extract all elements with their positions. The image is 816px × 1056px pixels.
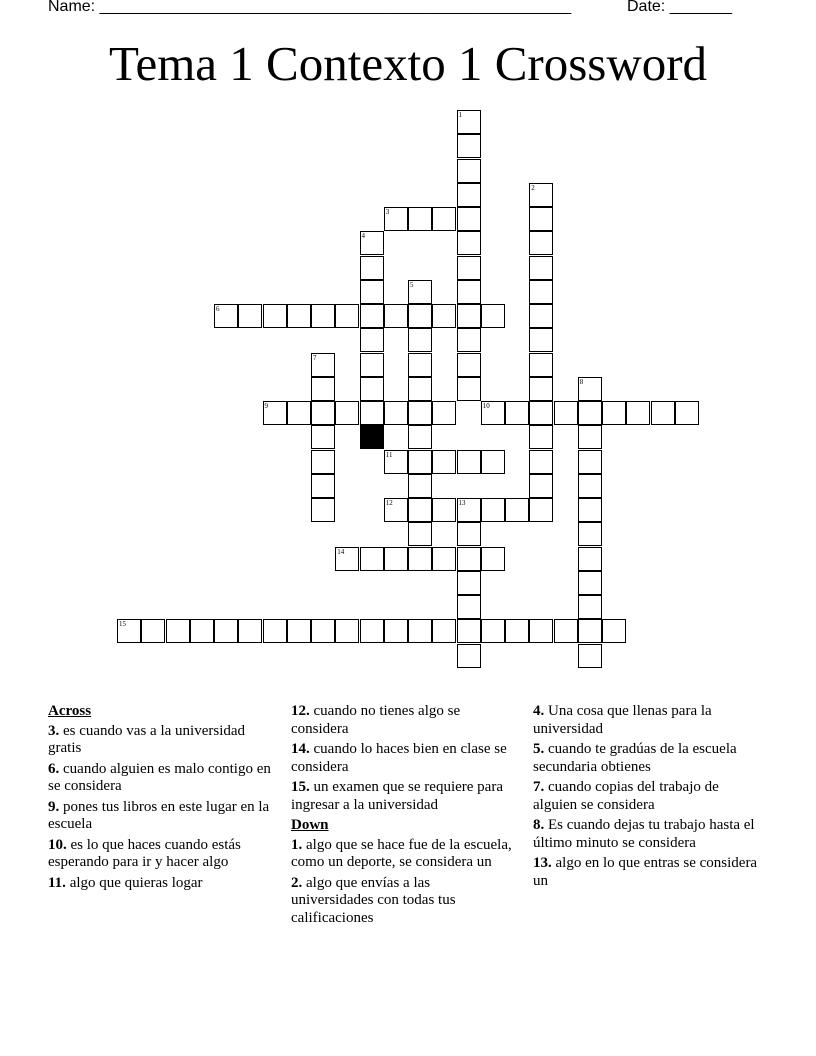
crossword-cell[interactable] [311,401,335,425]
clue-number: 2 [531,183,535,192]
crossword-cell[interactable] [408,328,432,352]
crossword-cell[interactable] [529,207,553,231]
crossword-cell[interactable] [457,256,481,280]
clue-across-9: 9. pones tus libros en este lugar en la escuela [48,798,270,832]
clue-number: 1 [458,111,462,119]
crossword-cell[interactable] [432,304,456,328]
crossword-cell[interactable] [457,377,481,401]
down-heading: Down [291,817,329,833]
clue-down-4: 4. Una cosa que llenas para la universidad [533,703,712,737]
crossword-cell[interactable] [287,304,311,328]
clue-number: 15 [119,620,126,629]
clue-down-1: 1. algo que se hace fue de la escuela, como un deporte, se considera un [291,836,512,870]
crossword-cell[interactable] [311,425,335,449]
crossword-cell[interactable] [408,353,432,377]
crossword-cell[interactable] [457,571,481,595]
crossword-cell[interactable] [263,304,287,328]
clue-number: 12 [385,499,393,507]
crossword-cell[interactable] [481,619,505,643]
clue-down-8: 8. Es cuando dejas tu trabajo hasta el último minuto se considera [533,817,755,851]
crossword-cell[interactable] [457,328,481,352]
crossword-cell[interactable] [384,619,408,643]
crossword-cell[interactable] [166,619,190,643]
crossword-cell[interactable] [529,450,553,474]
crossword-cell[interactable] [384,450,408,474]
crossword-cell[interactable] [287,619,311,643]
crossword-cell[interactable] [481,401,505,425]
crossword-cell[interactable] [529,256,553,280]
crossword-cell[interactable] [432,450,456,474]
crossword-cell[interactable] [408,304,432,328]
clue-down-7: 7. cuando copias del trabajo de alguien se considera [533,779,719,813]
crossword-cell[interactable] [457,110,481,134]
crossword-cell[interactable] [457,134,481,158]
clue-number: 4 [361,232,365,241]
crossword-cell[interactable] [457,207,481,231]
crossword-cell[interactable] [238,619,262,643]
name-line: _____________________________________________________ [99,0,572,15]
crossword-cell[interactable] [457,498,481,522]
crossword-cell[interactable] [311,304,335,328]
crossword-cell[interactable] [505,498,529,522]
crossword-cell[interactable] [529,231,553,255]
crossword-cell[interactable] [408,522,432,546]
crossword-cell[interactable] [432,207,456,231]
crossword-cell[interactable] [360,304,384,328]
crossword-cell[interactable] [457,353,481,377]
crossword-cell[interactable] [457,619,481,643]
crossword-cell[interactable] [554,401,578,425]
crossword-cell[interactable] [214,619,238,643]
crossword-cell[interactable] [529,498,553,522]
crossword-cell[interactable] [432,401,456,425]
crossword-cell[interactable] [578,498,602,522]
crossword-cell[interactable] [360,231,384,255]
crossword-cell[interactable] [529,377,553,401]
crossword-cell[interactable] [141,619,165,643]
crossword-cell[interactable] [457,644,481,668]
crossword-cell[interactable] [311,353,335,377]
clue-across-3: 3. es cuando vas a la universidad gratis [48,722,246,756]
crossword-cell[interactable] [505,619,529,643]
crossword-cell[interactable] [578,522,602,546]
crossword-cell[interactable] [311,377,335,401]
clue-number: 6 [216,305,220,313]
crossword-cell[interactable] [408,450,432,474]
crossword-cell[interactable] [311,619,335,643]
crossword-cell[interactable] [432,547,456,571]
crossword-cell[interactable] [602,401,626,425]
crossword-cell[interactable] [384,304,408,328]
crossword-cell[interactable] [360,401,384,425]
page-title: Tema 1 Contexto 1 Crossword [108,36,708,91]
crossword-cell[interactable] [408,498,432,522]
crossword-cell[interactable] [360,547,384,571]
crossword-cell[interactable] [457,304,481,328]
crossword-cell[interactable] [190,619,214,643]
clues-column-3 [533,703,758,893]
crossword-cell[interactable] [360,353,384,377]
crossword-cell[interactable] [432,498,456,522]
crossword-cell[interactable] [505,401,529,425]
crossword-cell[interactable] [578,425,602,449]
crossword-cell[interactable] [408,401,432,425]
name-label: Name: [48,0,96,15]
date-label: Date: [627,0,666,15]
across-heading: Across [48,703,92,719]
crossword-cell[interactable] [529,328,553,352]
clue-number: 10 [482,402,490,410]
crossword-cell[interactable] [529,474,553,498]
crossword-cell[interactable] [238,304,262,328]
crossword-cell[interactable] [384,401,408,425]
crossword-cell[interactable] [360,328,384,352]
crossword-cell[interactable] [481,450,505,474]
crossword-cell[interactable] [578,377,602,401]
clue-down-2: 2. algo que envías a las universidades con todas tus calificaciones [291,874,456,926]
crossword-cell[interactable] [457,280,481,304]
crossword-cell[interactable] [578,644,602,668]
crossword-cell[interactable] [457,159,481,183]
clues-column-1 [48,703,273,895]
crossword-cell[interactable] [263,401,287,425]
clue-across-15: 15. un examen que se requiere para ingresar a la universidad [291,779,503,813]
crossword-cell[interactable] [529,353,553,377]
crossword-cell[interactable] [432,619,456,643]
crossword-cell[interactable] [529,619,553,643]
crossword-cell[interactable] [287,401,311,425]
crossword-cell[interactable] [408,619,432,643]
crossword-cell[interactable] [408,547,432,571]
crossword-cell[interactable] [529,304,553,328]
clue-across-11: 11. algo que quieras logar [48,874,203,891]
crossword-cell[interactable] [457,595,481,619]
crossword-cell[interactable] [117,619,141,643]
crossword-cell[interactable] [408,474,432,498]
crossword-cell[interactable] [554,619,578,643]
crossword-cell[interactable] [578,474,602,498]
crossword-cell[interactable] [384,207,408,231]
date-line: _______ [669,0,732,15]
crossword-cell[interactable] [408,207,432,231]
crossword-cell[interactable] [529,401,553,425]
crossword-cell[interactable] [263,619,287,643]
crossword-cell[interactable] [578,619,602,643]
crossword-cell[interactable] [335,304,359,328]
crossword-cell[interactable] [360,280,384,304]
clue-across-6: 6. cuando alguien es malo contigo en se considera [48,760,271,794]
crossword-cell[interactable] [457,183,481,207]
crossword-cell[interactable] [529,425,553,449]
crossword-cell[interactable] [481,304,505,328]
clue-number: 11 [385,450,393,459]
crossword-cell[interactable] [578,547,602,571]
blocked-cell [360,425,384,449]
crossword-cell[interactable] [408,425,432,449]
crossword-cell[interactable] [578,450,602,474]
crossword-cell[interactable] [529,183,553,207]
clue-number: 3 [385,208,390,216]
crossword-cell[interactable] [602,619,626,643]
crossword-cell[interactable] [408,377,432,401]
clues-column-2 [291,703,516,930]
crossword-cell[interactable] [529,280,553,304]
crossword-cell[interactable] [335,619,359,643]
crossword-cell[interactable] [457,522,481,546]
crossword-cell[interactable] [481,547,505,571]
clue-across-12: 12. cuando no tienes algo se considera [291,703,461,737]
crossword-cell[interactable] [335,547,359,571]
crossword-cell[interactable] [408,280,432,304]
crossword-cell[interactable] [311,498,335,522]
clue-number: 5 [410,280,414,289]
crossword-cell[interactable] [481,498,505,522]
crossword-cell[interactable] [360,256,384,280]
clue-down-5: 5. cuando te gradúas de la escuela secundaria obtienes [533,741,737,775]
clue-number: 9 [264,402,268,410]
crossword-cell[interactable] [675,401,699,425]
crossword-cell[interactable] [360,619,384,643]
crossword-cell[interactable] [457,450,481,474]
clue-number: 14 [337,547,345,556]
crossword-cell[interactable] [578,571,602,595]
crossword-cell[interactable] [626,401,650,425]
clue-across-14: 14. cuando lo haces bien en clase se considera [291,741,507,775]
crossword-cell[interactable] [360,377,384,401]
crossword-cell[interactable] [578,401,602,425]
crossword-cell[interactable] [335,401,359,425]
clue-number: 8 [579,377,584,386]
crossword-cell[interactable] [384,498,408,522]
clue-number: 7 [313,353,317,362]
clue-across-10: 10. es lo que haces cuando estás esperando para ir y hacer algo [48,836,241,870]
crossword-cell[interactable] [384,547,408,571]
crossword-cell[interactable] [651,401,675,425]
crossword-cell[interactable] [311,450,335,474]
crossword-cell[interactable] [311,474,335,498]
crossword-cell[interactable] [457,547,481,571]
crossword-cell[interactable] [578,595,602,619]
crossword-cell[interactable] [457,231,481,255]
clue-down-13: 13. algo en lo que entras se considera un [533,855,758,889]
crossword-cell[interactable] [214,304,238,328]
clue-number: 13 [458,499,466,507]
